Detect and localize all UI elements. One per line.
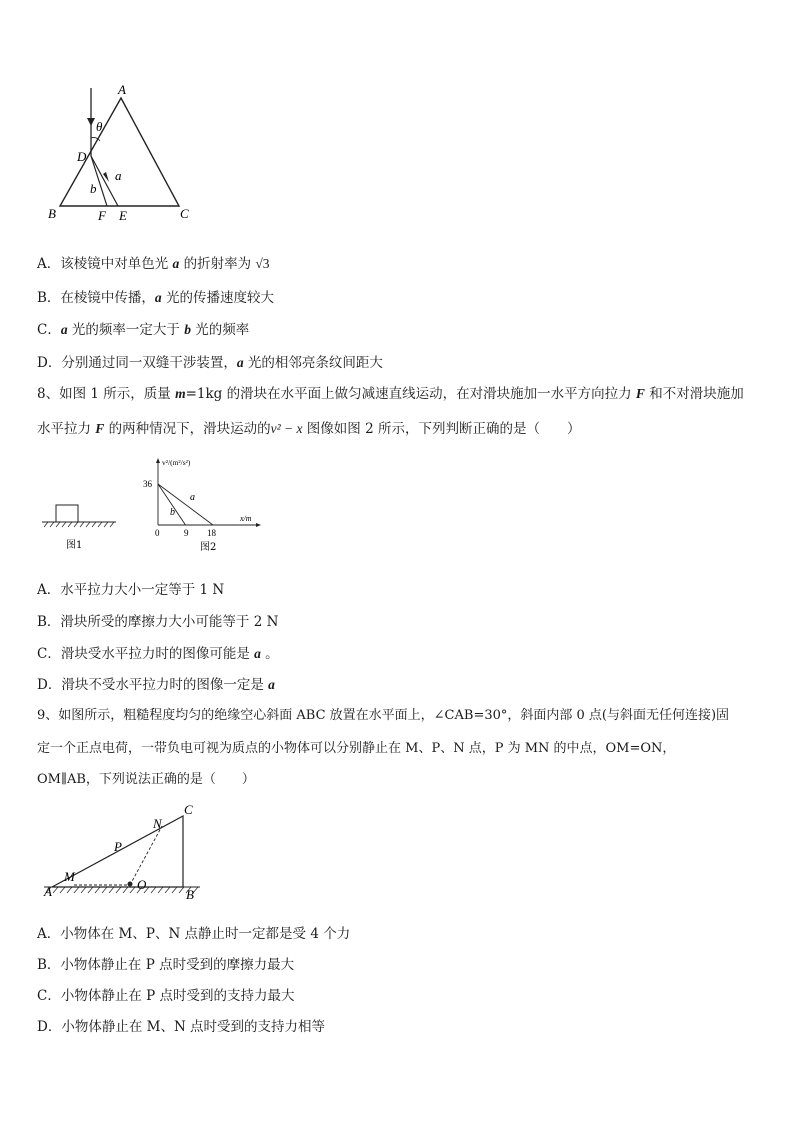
label-a: a	[115, 168, 122, 183]
q9-option-d: D．小物体静止在 M、N 点时受到的支持力相等	[37, 1019, 326, 1035]
label-N: N	[153, 816, 162, 831]
x-tick-18: 18	[207, 528, 216, 538]
ground-hatch	[44, 522, 114, 527]
ground-hatch	[46, 887, 198, 893]
q9-option-a: A．小物体在 M、P、N 点静止时一定都是受 4 个力	[37, 926, 351, 942]
prism-diagram	[40, 78, 210, 228]
label-F: F	[98, 208, 106, 223]
label-C: C	[184, 802, 193, 817]
fig2-caption: 图2	[200, 542, 217, 553]
q9-option-c: C．小物体静止在 P 点时受到的支持力最大	[37, 988, 295, 1004]
q8-stem-line1: 8、如图 1 所示，质量 m=1kg 的滑块在水平面上做匀减速直线运动，在对滑块施加一水平方向拉力 F 和不对滑块施加	[37, 386, 744, 402]
q8-option-c: C．滑块受水平拉力时的图像可能是 a 。	[37, 646, 279, 662]
label-D: D	[77, 149, 87, 164]
slider-block	[56, 505, 78, 522]
label-P: P	[114, 839, 122, 854]
x-axis-label: x/m	[240, 514, 252, 523]
label-B: B	[48, 206, 56, 221]
label-E: E	[119, 208, 127, 223]
label-C: C	[180, 206, 189, 221]
q9-option-b: B．小物体静止在 P 点时受到的摩擦力最大	[37, 957, 295, 973]
q9-stem-line3: OM∥AB，下列说法正确的是（ ）	[37, 772, 255, 787]
series-line-b	[158, 484, 186, 525]
label-theta: θ	[96, 119, 103, 134]
series-a-label: a	[190, 492, 195, 503]
q8-option-d: D．滑块不受水平拉力时的图像一定是 a	[37, 677, 275, 693]
fig1-caption: 图1	[66, 540, 83, 551]
charge-point-o	[128, 882, 133, 887]
q9-stem-line1: 9、如图所示，粗糙程度均匀的绝缘空心斜面 ABC 放置在水平面上，∠CAB=30°，斜面内部 0 点(与斜面无任何连接)固	[37, 708, 730, 723]
label-O: O	[137, 877, 147, 892]
y-axis-label: v²/(m²/s²)	[162, 458, 191, 467]
x-tick-9: 9	[184, 528, 189, 538]
q7-option-d: D．分别通过同一双缝干涉装置，a 光的相邻亮条纹间距大	[37, 355, 383, 371]
series-line-a	[158, 484, 213, 525]
q7-option-b: B．在棱镜中传播，a 光的传播速度较大	[37, 290, 274, 306]
label-M: M	[64, 869, 75, 884]
label-b: b	[90, 181, 97, 196]
x-tick-0: 0	[155, 528, 160, 538]
y-tick-36: 36	[143, 479, 152, 489]
q8-figure2-chart	[140, 455, 265, 555]
q8-stem-line2: 水平拉力 F 的两种情况下，滑块运动的v² − x 图像如图 2 所示，下列判断正确的是（ ）	[37, 421, 581, 437]
q8-option-a: A．水平拉力大小一定等于 1 N	[37, 582, 225, 598]
q7-option-c: C．a 光的频率一定大于 b 光的频率	[37, 322, 250, 338]
series-b-label: b	[170, 507, 175, 518]
label-A: A	[118, 82, 126, 97]
chart-series-group	[158, 484, 213, 525]
label-B: B	[186, 887, 194, 902]
q8-option-b: B．滑块所受的摩擦力大小可能等于 2 N	[37, 614, 279, 630]
y-axis-arrow	[156, 458, 160, 463]
incline-diagram	[38, 800, 208, 910]
incident-arrowhead	[87, 118, 95, 126]
q9-stem-line2: 定一个正点电荷，一带负电可视为质点的小物体可以分别静止在 M、P、N 点，P 为 MN 的中点，OM=ON，	[37, 741, 676, 756]
label-A: A	[44, 884, 52, 899]
q7-option-a: A．该棱镜中对单色光 a 的折射率为 √3	[37, 256, 270, 272]
x-axis-arrow	[256, 523, 261, 527]
sqrt3: √3	[255, 256, 270, 271]
q8-figure1	[38, 500, 118, 555]
